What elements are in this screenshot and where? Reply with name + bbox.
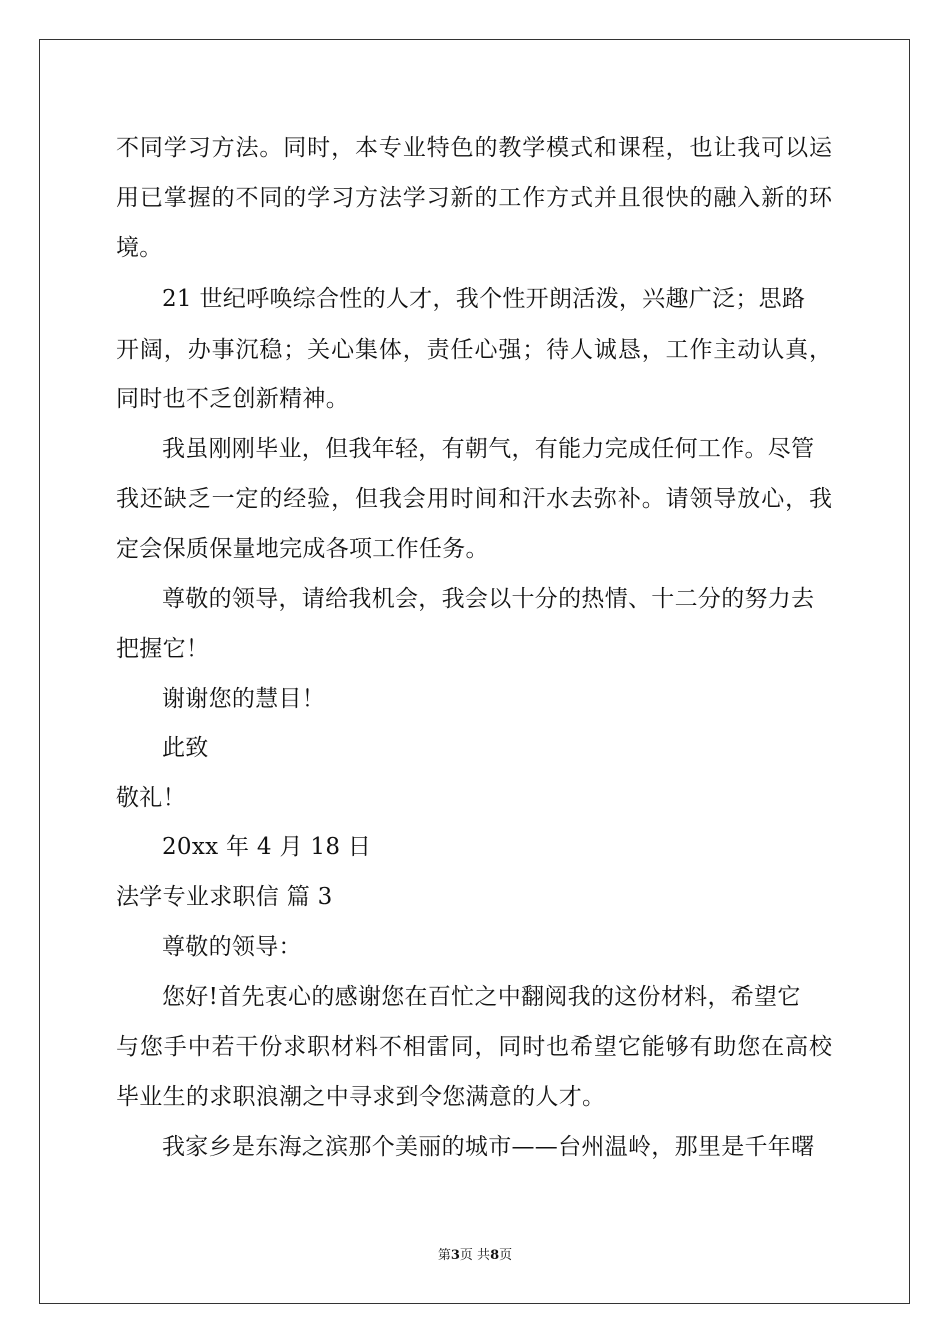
text-line: 同时也不乏创新精神。 <box>116 386 349 412</box>
text-line: 境。 <box>116 235 163 261</box>
footer-total-pages: 8 <box>490 1248 500 1263</box>
text-line: 不同学习方法。同时，本专业特色的教学模式和课程，也让我可以运 <box>116 135 832 161</box>
footer-mid: 页 共 <box>459 1248 491 1263</box>
footer-page-number: 3 <box>450 1248 460 1263</box>
text-line: 用已掌握的不同的学习方法学习新的工作方式并且很快的融入新的环 <box>116 185 832 211</box>
text-line: 我虽刚刚毕业，但我年轻，有朝气，有能力完成任何工作。尽管 <box>162 436 815 462</box>
text-line: 谢谢您的慧目！ <box>162 686 326 712</box>
text-line: 此致 <box>162 735 209 761</box>
page-border <box>39 39 910 1304</box>
footer-prefix: 第 <box>437 1248 451 1263</box>
text-line: 我家乡是东海之滨那个美丽的城市——台州温岭，那里是千年曙 <box>162 1134 815 1160</box>
text-line: 尊敬的领导，请给我机会，我会以十分的热情、十二分的努力去 <box>162 586 815 612</box>
text-line: 21 世纪呼唤综合性的人才，我个性开朗活泼，兴趣广泛；思路 <box>162 286 806 312</box>
date-line: 20xx 年 4 月 18 日 <box>162 834 372 860</box>
text-line: 您好!首先衷心的感谢您在百忙之中翻阅我的这份材料，希望它 <box>162 984 801 1010</box>
page-footer <box>0 1247 950 1265</box>
text-line: 敬礼！ <box>116 785 186 811</box>
footer-suffix: 页 <box>499 1248 513 1263</box>
text-line: 与您手中若干份求职材料不相雷同，同时也希望它能够有助您在高校 <box>116 1034 832 1060</box>
salutation: 尊敬的领导： <box>162 934 302 960</box>
text-line: 开阔，办事沉稳；关心集体，责任心强；待人诚恳，工作主动认真， <box>116 337 832 363</box>
text-line: 把握它！ <box>116 636 210 662</box>
text-line: 毕业生的求职浪潮之中寻求到令您满意的人才。 <box>116 1084 606 1110</box>
section-heading: 法学专业求职信 篇 3 <box>116 884 333 910</box>
text-line: 定会保质保量地完成各项工作任务。 <box>116 536 489 562</box>
text-line: 我还缺乏一定的经验，但我会用时间和汗水去弥补。请领导放心，我 <box>116 486 832 512</box>
